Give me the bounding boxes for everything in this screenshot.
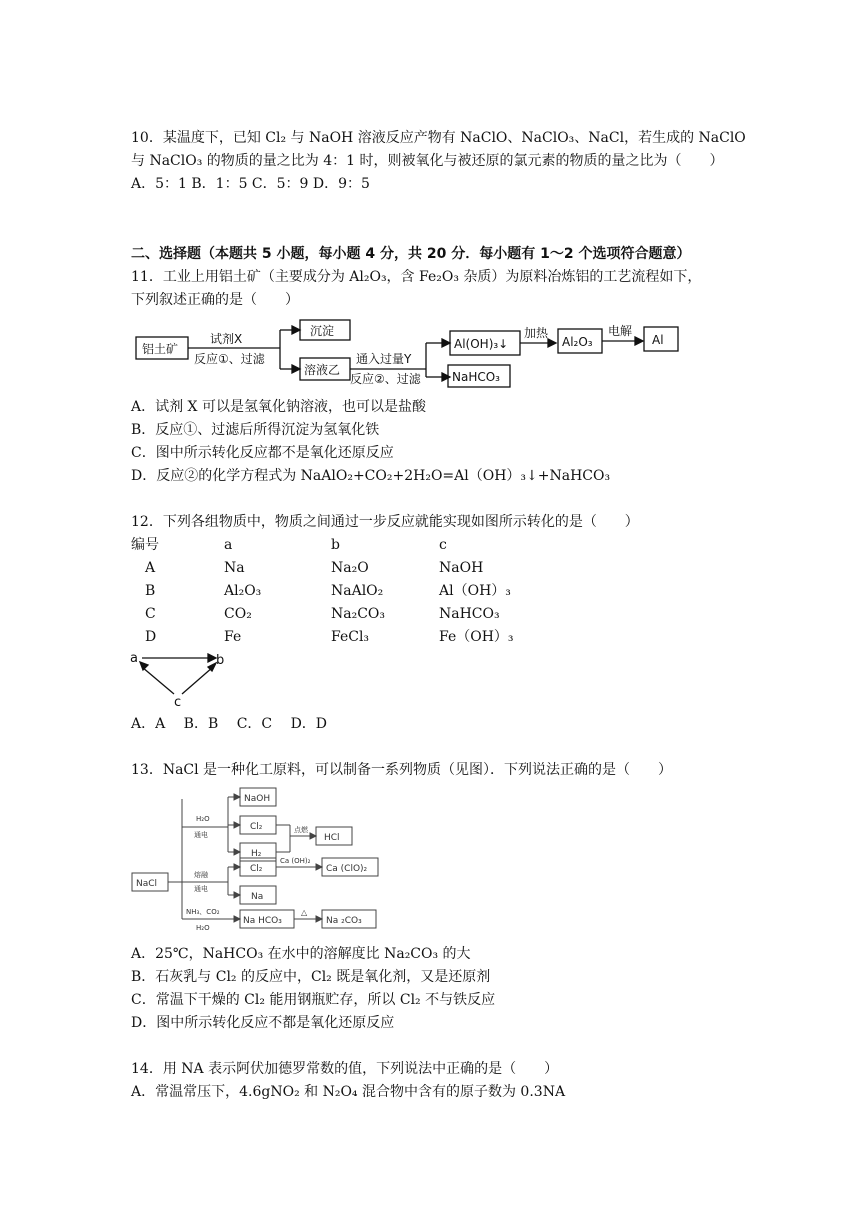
heat-label: 加热 (524, 326, 549, 340)
table-cell: CO₂ (224, 606, 252, 622)
cond2a-label: 熔融 (194, 871, 208, 879)
table-cell: B (145, 583, 156, 599)
nahco3-label: Na HCO₃ (243, 916, 282, 926)
electrolysis-label: 电解 (608, 324, 633, 338)
table-cell: Fe (224, 629, 242, 645)
step1-label: 反应①、过滤 (194, 352, 265, 366)
table-cell: D (145, 629, 157, 645)
q13-option-b: B．石灰乳与 Cl₂ 的反应中，Cl₂ 既是氧化剂，又是还原剂 (131, 969, 491, 985)
q13-option-c: C．常温下干燥的 Cl₂ 能用钢瓶贮存，所以 Cl₂ 不与铁反应 (131, 992, 496, 1008)
table-cell: FeCl₃ (331, 629, 370, 645)
cond1b-label: 通电 (194, 831, 208, 839)
q12-options: A．A B．B C．C D．D (131, 716, 328, 732)
header-cell: c (439, 537, 447, 553)
cl2b-label: Cl₂ (250, 864, 263, 874)
solution-label: 溶液乙 (304, 363, 341, 377)
q11-option-d: D．反应②的化学方程式为 NaAlO₂+CO₂+2H₂O=Al（OH）₃↓+NaHCO₃ (131, 468, 611, 484)
q13-option-d: D．图中所示转化反应不都是氧化还原反应 (131, 1015, 395, 1031)
caoh2-label: Ca (OH)₂ (280, 857, 311, 865)
naoh-label: NaOH (244, 794, 271, 804)
q11-option-a: A．试剂 X 可以是氢氧化钠溶液，也可以是盐酸 (131, 399, 426, 415)
section-heading: 二、选择题（本题共 5 小题，每小题 4 分，共 20 分．每小题有 1～2 个选项符合题意） (131, 246, 691, 262)
q10-options: A．5：1 B．1：5 C．5：9 D．9：5 (131, 176, 370, 192)
node-a: a (130, 651, 138, 666)
q12-stem: 12．下列各组物质中，物质之间通过一步反应就能实现如图所示转化的是（ ） (131, 514, 639, 530)
q13-nacl-diagram (130, 785, 390, 933)
aloh3-label: Al(OH)₃↓ (454, 337, 509, 351)
header-cell: a (224, 537, 233, 553)
table-cell: Na₂CO₃ (331, 606, 386, 622)
q14-stem: 14．用 NA 表示阿伏加德罗常数的值，下列说法中正确的是（ ） (131, 1061, 559, 1077)
add-y-label: 通入过量Y (356, 352, 412, 366)
table-cell: Al（OH）₃ (439, 583, 511, 599)
caclo2-label: Ca (ClO)₂ (326, 864, 368, 874)
ignite-label: 点燃 (294, 826, 308, 834)
cl2-label: Cl₂ (250, 822, 263, 832)
cond3b-label: H₂O (196, 924, 210, 932)
table-cell: C (145, 606, 156, 622)
q11-flow-diagram (130, 315, 690, 395)
cond1a-label: H₂O (196, 815, 210, 823)
q12-triangle-diagram (128, 648, 228, 708)
table-cell: NaHCO₃ (439, 606, 500, 622)
table-cell: NaOH (439, 560, 484, 576)
na2co3-label: Na ₂CO₃ (326, 916, 362, 926)
hcl-label: HCl (324, 833, 340, 843)
q10-stem-line1: 10．某温度下，已知 Cl₂ 与 NaOH 溶液反应产物有 NaClO、NaClO₃、NaCl，若生成的 NaClO (131, 130, 746, 146)
node-b: b (216, 653, 225, 668)
q11-option-b: B．反应①、过滤后所得沉淀为氢氧化铁 (131, 422, 380, 438)
heat-label: △ (301, 908, 308, 917)
q13-option-a: A．25℃，NaHCO₃ 在水中的溶解度比 Na₂CO₃ 的大 (131, 946, 471, 962)
q11-option-c: C．图中所示转化反应都不是氧化还原反应 (131, 445, 394, 461)
q10-stem-line2: 与 NaClO₃ 的物质的量之比为 4：1 时，则被氧化与被还原的氯元素的物质的量之比为（ ） (131, 153, 724, 169)
table-cell: A (145, 560, 156, 576)
na-label: Na (251, 892, 264, 902)
header-cell: b (331, 537, 340, 553)
table-cell: Fe（OH）₃ (439, 629, 514, 645)
nahco3-label: NaHCO₃ (452, 370, 500, 384)
q11-stem-line2: 下列叙述正确的是（ ） (131, 292, 299, 308)
al2o3-label: Al₂O₃ (562, 335, 593, 349)
table-cell: Na (224, 560, 245, 576)
reagent-label: 试剂X (210, 332, 243, 346)
cond3a-label: NH₃、CO₂ (186, 908, 220, 916)
step2-label: 反应②、过滤 (350, 372, 421, 386)
header-cell: 编号 (131, 537, 159, 553)
cond2b-label: 通电 (194, 885, 208, 893)
table-cell: Al₂O₃ (224, 583, 262, 599)
q14-option-a: A．常温常压下，4.6gNO₂ 和 N₂O₄ 混合物中含有的原子数为 0.3NA (131, 1084, 566, 1100)
node-c: c (174, 695, 182, 708)
table-cell: Na₂O (331, 560, 369, 576)
q13-stem: 13．NaCl 是一种化工原料，可以制备一系列物质（见图）．下列说法正确的是（ ） (131, 762, 673, 778)
al-label: Al (652, 333, 664, 347)
q11-stem-line1: 11．工业上用铝土矿（主要成分为 Al₂O₃，含 Fe₂O₃ 杂质）为原料冶炼铝的工艺流程如下， (131, 269, 702, 285)
precipitate-label: 沉淀 (310, 324, 335, 338)
nacl-label: NaCl (136, 879, 158, 889)
table-cell: NaAlO₂ (331, 583, 384, 599)
ore-label: 铝土矿 (142, 342, 179, 356)
h2-label: H₂ (251, 849, 262, 859)
